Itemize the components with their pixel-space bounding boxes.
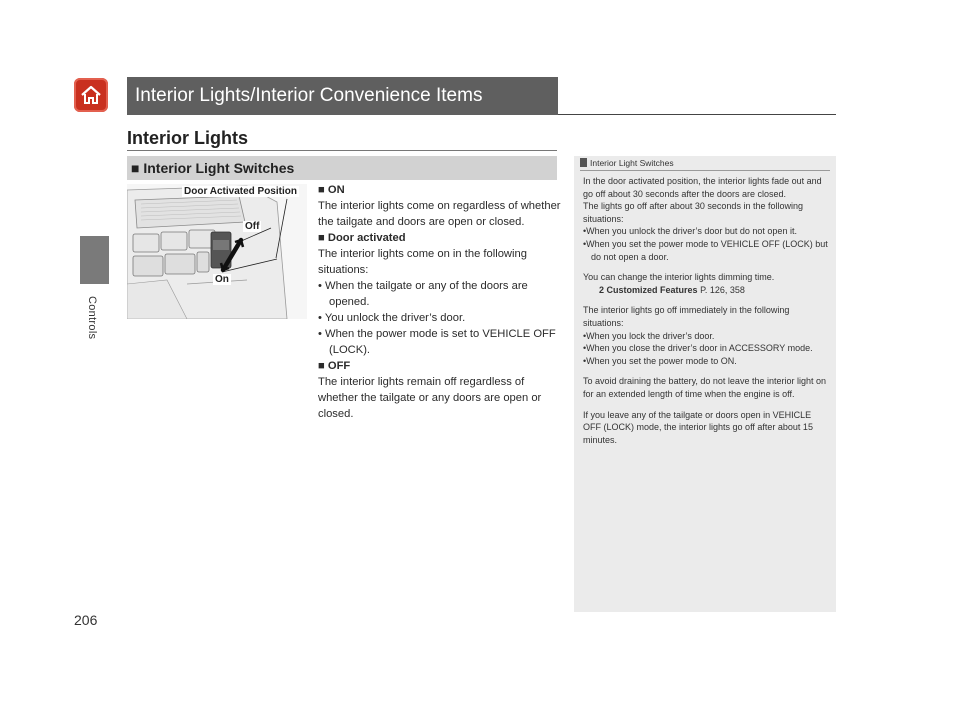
section-label[interactable]: Controls: [86, 296, 98, 340]
sidebar-bullet: •When you set the power mode to ON.: [583, 355, 737, 366]
sidebar-divider: [580, 170, 830, 171]
sidebar-heading: Interior Light Switches: [590, 158, 674, 168]
sidebar-paragraph: In the door activated position, the interior lights fade out and go off about 30 seconds after the doors are closed.: [583, 176, 822, 199]
section-divider: [127, 150, 557, 151]
door-bullet: • You unlock the driver’s door.: [318, 312, 466, 324]
subsection-marker: ■: [131, 160, 140, 176]
off-heading: ■ OFF: [318, 360, 351, 372]
subsection-title: Interior Light Switches: [143, 160, 295, 176]
on-heading: ■ ON: [318, 184, 345, 196]
door-activated-label: Door Activated Position: [184, 186, 297, 197]
switch-description: [318, 182, 562, 422]
sidebar-paragraph: To avoid draining the battery, do not leave the interior light on for an extended length of time when the engine is off.: [583, 376, 826, 399]
sidebar-bullet: •When you lock the driver’s door.: [583, 330, 715, 341]
sidebar-paragraph: You can change the interior lights dimming time.: [583, 272, 775, 283]
sidebar-bullet: •When you unlock the driver’s door but do not open it.: [583, 226, 797, 237]
notes-sidebar: [574, 156, 836, 612]
sidebar-paragraph: The lights go off after about 30 seconds in the following situations:: [583, 201, 803, 224]
off-label: Off: [245, 221, 260, 232]
subsection-header: [127, 156, 557, 180]
sidebar-bullet: •When you close the driver’s door in ACCESSORY mode.: [583, 343, 813, 354]
off-text: The interior lights remain off regardless of whether the tailgate or any doors are open or closed.: [318, 376, 542, 420]
page-number: 206: [74, 612, 98, 628]
overhead-console-drawing: [127, 184, 307, 319]
title-divider: [558, 114, 836, 115]
home-button[interactable]: [74, 78, 108, 112]
sidebar-bullet: •When you set the power mode to VEHICLE OFF (LOCK) but do not open a door.: [583, 238, 828, 262]
note-marker-icon: [580, 158, 587, 167]
section-heading: Interior Lights: [127, 128, 248, 148]
on-text: The interior lights come on regardless of whether the tailgate and doors are open or closed.: [318, 200, 561, 228]
door-bullet: • When the tailgate or any of the doors are opened.: [318, 280, 528, 308]
on-label: On: [215, 274, 229, 285]
page-title: Interior Lights/Interior Convenience Items: [127, 77, 558, 115]
sidebar-header: [574, 156, 836, 170]
door-heading: ■ Door activated: [318, 232, 406, 244]
ref-pages: P. 126, 358: [697, 284, 745, 295]
sidebar-paragraph: If you leave any of the tailgate or doors open in VEHICLE OFF (LOCK) mode, the interior lights go off after about 15 minutes.: [583, 409, 813, 445]
ref-link[interactable]: Customized Features: [606, 284, 698, 295]
sidebar-content: [583, 175, 829, 446]
section-tab-marker: [80, 236, 109, 284]
house-icon: [80, 85, 102, 105]
ref-marker-icon: 2: [599, 284, 605, 295]
light-switch-illustration: [127, 184, 307, 319]
cross-reference[interactable]: [583, 284, 829, 297]
door-bullet: • When the power mode is set to VEHICLE OFF (LOCK).: [318, 328, 556, 356]
door-text: The interior lights come on in the following situations:: [318, 248, 527, 276]
sidebar-paragraph: The interior lights go off immediately in the following situations:: [583, 305, 790, 328]
